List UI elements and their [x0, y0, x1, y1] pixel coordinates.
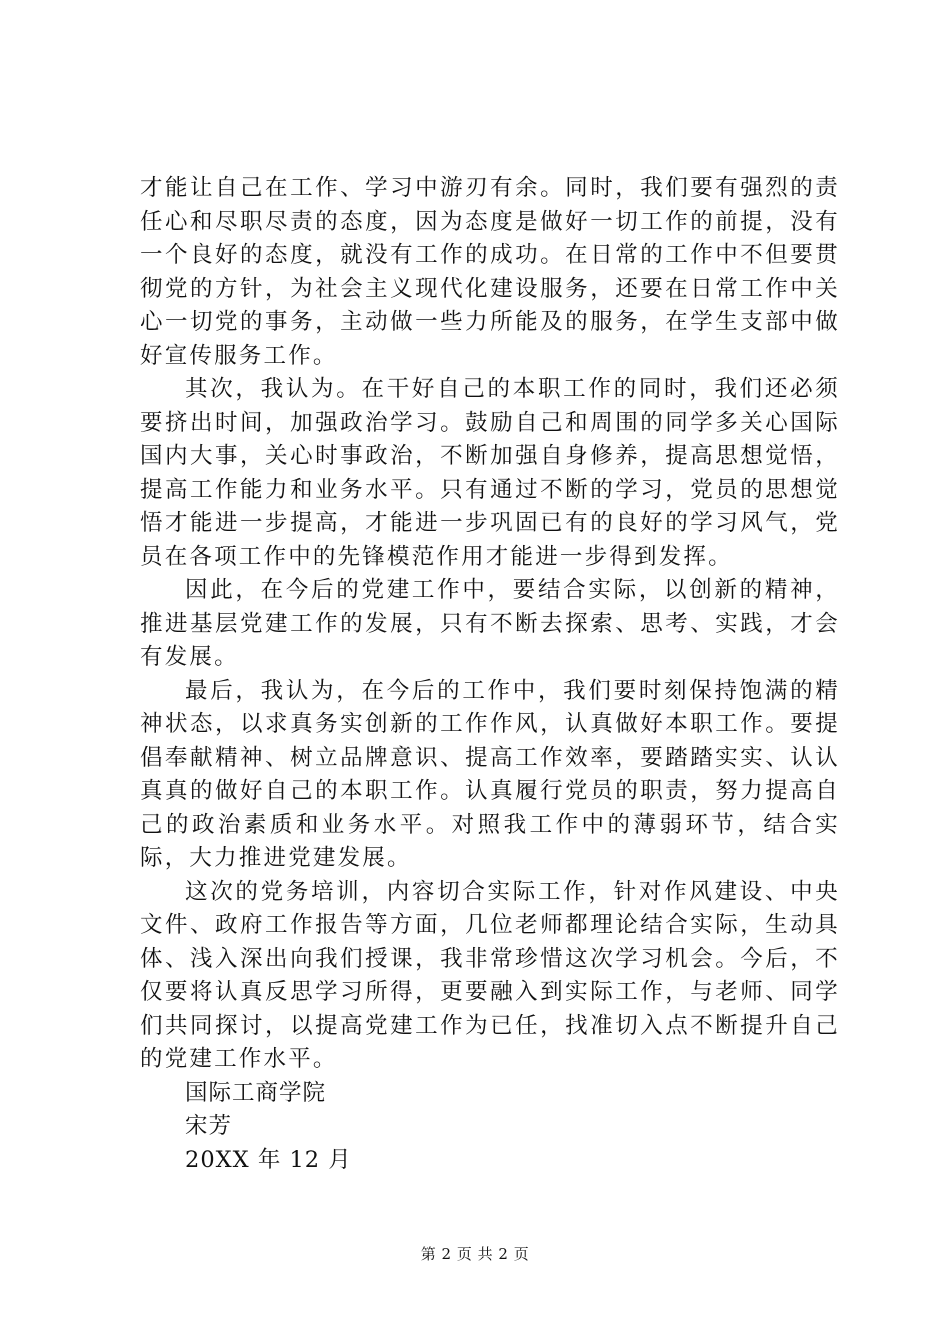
page-number: 第 2 页 共 2 页	[420, 1245, 530, 1263]
paragraph-2: 其次，我认为。在干好自己的本职工作的同时，我们还必须要挤出时间，加强政治学习。鼓励自己和周围的同学多关心国际国内大事，关心时事政治，不断加强自身修养，提高思想觉悟，提高工作能力和业务水平。只有通过不断的学习，党员的思想觉悟才能进一步提高，才能进一步巩固已有的良好的学习风气，党员在各项工作中的先锋模范作用才能进一步得到发挥。	[140, 376, 840, 570]
signature-date: 20XX 年 12 月	[185, 1146, 352, 1173]
signature-name: 宋芳	[185, 1113, 233, 1139]
signature-organization: 国际工商学院	[185, 1079, 327, 1106]
paragraph-3: 因此，在今后的党建工作中，要结合实际，以创新的精神，推进基层党建工作的发展，只有不断去探索、思考、实践，才会有发展。	[140, 577, 840, 670]
paragraph-5: 这次的党务培训，内容切合实际工作，针对作风建设、中央文件、政府工作报告等方面，几位老师都理论结合实际，生动具体、浅入深出向我们授课，我非常珍惜这次学习机会。今后，不仅要将认真反思学习所得，更要融入到实际工作，与老师、同学们共同探讨，以提高党建工作为已任，找准切入点不断提升自己的党建工作水平。	[140, 878, 840, 1072]
paragraph-4: 最后，我认为，在今后的工作中，我们要时刻保持饱满的精神状态，以求真务实创新的工作作风，认真做好本职工作。要提倡奉献精神、树立品牌意识、提高工作效率，要踏踏实实、认认真真的做好自己的本职工作。认真履行党员的职责，努力提高自己的政治素质和业务水平。对照我工作中的薄弱环节，结合实际，大力推进党建发展。	[140, 677, 840, 871]
page-footer	[0, 1244, 950, 1264]
document-body	[140, 172, 840, 1177]
paragraph-1: 才能让自己在工作、学习中游刃有余。同时，我们要有强烈的责任心和尽职尽责的态度，因为态度是做好一切工作的前提，没有一个良好的态度，就没有工作的成功。在日常的工作中不但要贯彻党的方针，为社会主义现代化建设服务，还要在日常工作中关心一切党的事务，主动做一些力所能及的服务，在学生支部中做好宣传服务工作。	[140, 175, 840, 369]
